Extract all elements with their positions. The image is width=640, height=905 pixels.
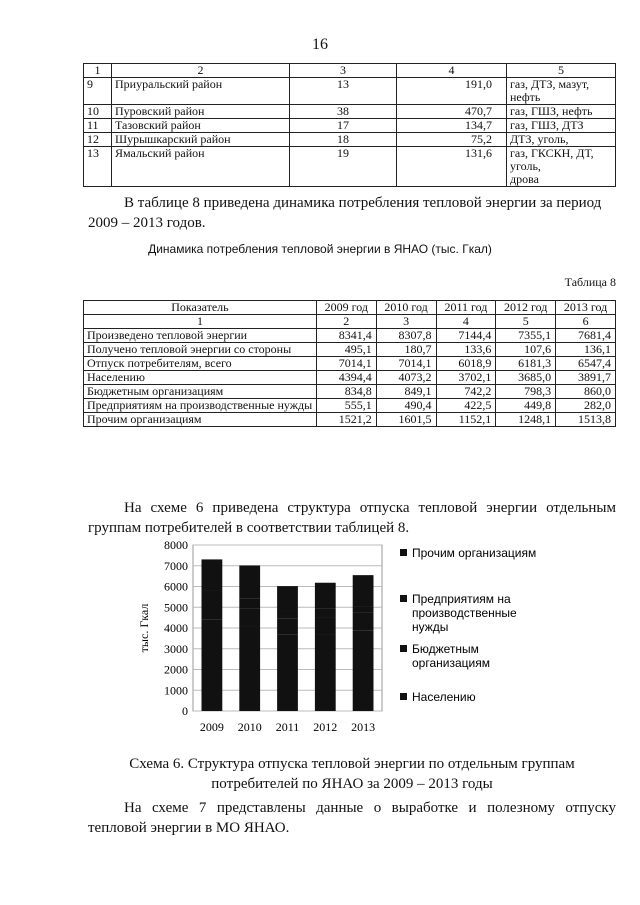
bar-segment bbox=[277, 619, 298, 634]
table-cell bbox=[507, 147, 616, 187]
table-cell: 6018,9 bbox=[436, 357, 496, 371]
x-tick-label: 2013 bbox=[351, 720, 376, 734]
header-cell: 3 bbox=[290, 64, 397, 78]
table-cell: Пуровский район bbox=[112, 105, 290, 119]
table-cell: 555,1 bbox=[316, 399, 376, 413]
bar-segment bbox=[315, 635, 336, 711]
bar-segment bbox=[353, 575, 374, 606]
table-cell: 1521,2 bbox=[316, 413, 376, 427]
table-cell: 1152,1 bbox=[436, 413, 496, 427]
legend-label: Населению bbox=[412, 690, 476, 704]
bar-segment bbox=[353, 630, 374, 711]
table-cell: Шурышкарский район bbox=[112, 133, 290, 147]
paragraph-intro bbox=[88, 193, 616, 233]
districts-table bbox=[83, 63, 616, 187]
heat-consumption-table bbox=[83, 300, 616, 427]
table-cell: 133,6 bbox=[436, 343, 496, 357]
y-tick-label: 1000 bbox=[164, 683, 188, 698]
table-cell: 107,6 bbox=[496, 343, 556, 357]
bar-segment bbox=[277, 634, 298, 711]
caption-line: Схема 6. Структура отпуска тепловой энергии по отдельным группам bbox=[129, 756, 575, 772]
stacked-bar-chart bbox=[120, 537, 550, 747]
table-cell: 4073,2 bbox=[376, 371, 436, 385]
table-cell: 38 bbox=[290, 105, 397, 119]
header-cell: 2013 год bbox=[556, 301, 616, 315]
table-cell: 11 bbox=[84, 119, 112, 133]
table-cell: Бюджетным организациям bbox=[84, 385, 317, 399]
x-tick-label: 2009 bbox=[199, 720, 224, 734]
table-cell: Прочим организациям bbox=[84, 413, 317, 427]
table-cell: 742,2 bbox=[436, 385, 496, 399]
table-row bbox=[84, 147, 616, 187]
bar-segment bbox=[315, 609, 336, 618]
header-cell: 2012 год bbox=[496, 301, 556, 315]
y-tick-label: 8000 bbox=[164, 538, 188, 552]
table-header-row bbox=[84, 301, 616, 315]
table-cell: 8307,8 bbox=[376, 329, 436, 343]
bar-segment bbox=[277, 586, 298, 610]
table-cell: 1248,1 bbox=[496, 413, 556, 427]
bar-segment bbox=[315, 583, 336, 609]
table8-label: Таблица 8 bbox=[564, 275, 616, 289]
y-tick-label: 5000 bbox=[164, 600, 188, 615]
table-cell: 180,7 bbox=[376, 343, 436, 357]
table-cell: 6547,4 bbox=[556, 357, 616, 371]
paragraph-line: В таблице 8 приведена динамика потребления тепловой энергии за период bbox=[124, 195, 602, 211]
table-cell: 8341,4 bbox=[316, 329, 376, 343]
table-cell: 131,6 bbox=[397, 147, 507, 187]
table-cell: Произведено тепловой энергии bbox=[84, 329, 317, 343]
table-cell: 470,7 bbox=[397, 105, 507, 119]
table-cell: 13 bbox=[290, 78, 397, 105]
table8-title: Динамика потребления тепловой энергии в ЯНАО (тыс. Гкал) bbox=[148, 242, 492, 256]
table-cell: Получено тепловой энергии со стороны bbox=[84, 343, 317, 357]
table-cell: 13 bbox=[84, 147, 112, 187]
table-cell: 449,8 bbox=[496, 399, 556, 413]
table-cell: 282,0 bbox=[556, 399, 616, 413]
table-number-row bbox=[84, 315, 616, 329]
legend-label: нужды bbox=[412, 620, 449, 634]
chart-caption bbox=[88, 754, 616, 794]
x-tick-label: 2011 bbox=[275, 720, 300, 734]
header-cell: 2011 год bbox=[436, 301, 496, 315]
legend-label: Бюджетным bbox=[412, 642, 479, 656]
table-cell: 9 bbox=[84, 78, 112, 105]
paragraph-line: 2009 – 2013 годов. bbox=[88, 215, 206, 231]
table-row bbox=[84, 329, 616, 343]
legend-marker bbox=[400, 693, 407, 700]
legend-label: производственные bbox=[412, 606, 517, 620]
page-number: 16 bbox=[312, 36, 328, 53]
header-cell: Показатель bbox=[84, 301, 317, 315]
bar-segment bbox=[353, 612, 374, 630]
y-tick-label: 4000 bbox=[164, 621, 188, 635]
table-cell: 798,3 bbox=[496, 385, 556, 399]
table-row bbox=[84, 413, 616, 427]
header-cell: 1 bbox=[84, 64, 112, 78]
y-tick-label: 3000 bbox=[164, 641, 188, 656]
table-cell: 490,4 bbox=[376, 399, 436, 413]
bar-segment bbox=[202, 559, 223, 591]
table-cell: ДТЗ, уголь, bbox=[507, 133, 616, 147]
table-cell: 191,0 bbox=[397, 78, 507, 105]
bar-segment bbox=[277, 610, 298, 619]
bar-segment bbox=[315, 618, 336, 635]
table-cell: 7355,1 bbox=[496, 329, 556, 343]
caption-line: потребителей по ЯНАО за 2009 – 2013 годы bbox=[211, 776, 493, 792]
table-cell: 3702,1 bbox=[436, 371, 496, 385]
bar-segment bbox=[353, 607, 374, 613]
header-cell: 4 bbox=[436, 315, 496, 329]
legend-marker bbox=[400, 549, 407, 556]
table-cell: газ, ДТЗ, мазут, нефть bbox=[507, 78, 616, 105]
table-row bbox=[84, 399, 616, 413]
table-cell: 19 bbox=[290, 147, 397, 187]
header-cell: 5 bbox=[507, 64, 616, 78]
table-cell: 3685,0 bbox=[496, 371, 556, 385]
table-cell: 7144,4 bbox=[436, 329, 496, 343]
y-tick-label: 7000 bbox=[164, 558, 188, 573]
table-row bbox=[84, 78, 616, 105]
legend-marker bbox=[400, 595, 407, 602]
header-cell: 3 bbox=[376, 315, 436, 329]
table-cell: 422,5 bbox=[436, 399, 496, 413]
y-tick-label: 0 bbox=[182, 704, 188, 718]
x-tick-label: 2012 bbox=[313, 720, 338, 734]
table-cell: Тазовский район bbox=[112, 119, 290, 133]
table-cell: 3891,7 bbox=[556, 371, 616, 385]
header-cell: 5 bbox=[496, 315, 556, 329]
bar-segment bbox=[202, 591, 223, 603]
table-cell: газ, ГШЗ, нефть bbox=[507, 105, 616, 119]
table-cell: 7681,4 bbox=[556, 329, 616, 343]
header-cell: 2 bbox=[316, 315, 376, 329]
table-row bbox=[84, 385, 616, 399]
table-row bbox=[84, 133, 616, 147]
table-row bbox=[84, 371, 616, 385]
table-cell: Населению bbox=[84, 371, 317, 385]
table-row bbox=[84, 119, 616, 133]
cell-line: газ, ГКСКН, ДТ, уголь, bbox=[510, 146, 594, 173]
table-cell: 7014,1 bbox=[376, 357, 436, 371]
table-cell: 134,7 bbox=[397, 119, 507, 133]
table-cell: 4394,4 bbox=[316, 371, 376, 385]
paragraph-chart-intro: На схеме 6 приведена структура отпуска тепловой энергии отдельным группам потребителей в соответствии таблицей 8. bbox=[88, 500, 616, 536]
table-cell: 12 bbox=[84, 133, 112, 147]
legend-marker bbox=[400, 645, 407, 652]
table-cell: 75,2 bbox=[397, 133, 507, 147]
legend-label: Прочим организациям bbox=[412, 546, 537, 560]
paragraph-next: На схеме 7 представлены данные о выработке и полезному отпуску тепловой энергии в МО ЯНАО. bbox=[88, 800, 616, 836]
table-cell: 1513,8 bbox=[556, 413, 616, 427]
table-cell: 17 bbox=[290, 119, 397, 133]
table-row bbox=[84, 343, 616, 357]
legend-label: организациям bbox=[412, 656, 490, 670]
table-row bbox=[84, 357, 616, 371]
y-tick-label: 2000 bbox=[164, 662, 188, 677]
y-axis-label: тыс. Гкал bbox=[137, 603, 151, 653]
header-cell: 4 bbox=[397, 64, 507, 78]
table-cell: Ямальский район bbox=[112, 147, 290, 187]
table-cell: 495,1 bbox=[316, 343, 376, 357]
bar-segment bbox=[239, 609, 260, 627]
table-cell: 1601,5 bbox=[376, 413, 436, 427]
table-cell: Приуральский район bbox=[112, 78, 290, 105]
table-cell: 7014,1 bbox=[316, 357, 376, 371]
bar-segment bbox=[202, 602, 223, 619]
table-cell: 18 bbox=[290, 133, 397, 147]
table-cell: 6181,3 bbox=[496, 357, 556, 371]
table-cell: 10 bbox=[84, 105, 112, 119]
header-cell: 2 bbox=[112, 64, 290, 78]
table-cell: 860,0 bbox=[556, 385, 616, 399]
y-tick-label: 6000 bbox=[164, 579, 188, 594]
cell-line: дрова bbox=[510, 172, 539, 186]
table-row bbox=[84, 105, 616, 119]
header-cell: 2009 год bbox=[316, 301, 376, 315]
table-cell: 834,8 bbox=[316, 385, 376, 399]
legend-label: Предприятиям на bbox=[412, 592, 511, 606]
header-cell: 1 bbox=[84, 315, 317, 329]
table-cell: 849,1 bbox=[376, 385, 436, 399]
bar-segment bbox=[239, 599, 260, 609]
table-cell: 136,1 bbox=[556, 343, 616, 357]
x-tick-label: 2010 bbox=[237, 720, 262, 734]
header-cell: 6 bbox=[556, 315, 616, 329]
table-header-row bbox=[84, 64, 616, 78]
table-cell: Предприятиям на производственные нужды bbox=[84, 399, 317, 413]
header-cell: 2010 год bbox=[376, 301, 436, 315]
table-cell: Отпуск потребителям, всего bbox=[84, 357, 317, 371]
bar-segment bbox=[202, 620, 223, 711]
table-cell: газ, ГШЗ, ДТЗ bbox=[507, 119, 616, 133]
bar-segment bbox=[239, 565, 260, 598]
bar-segment bbox=[239, 626, 260, 711]
